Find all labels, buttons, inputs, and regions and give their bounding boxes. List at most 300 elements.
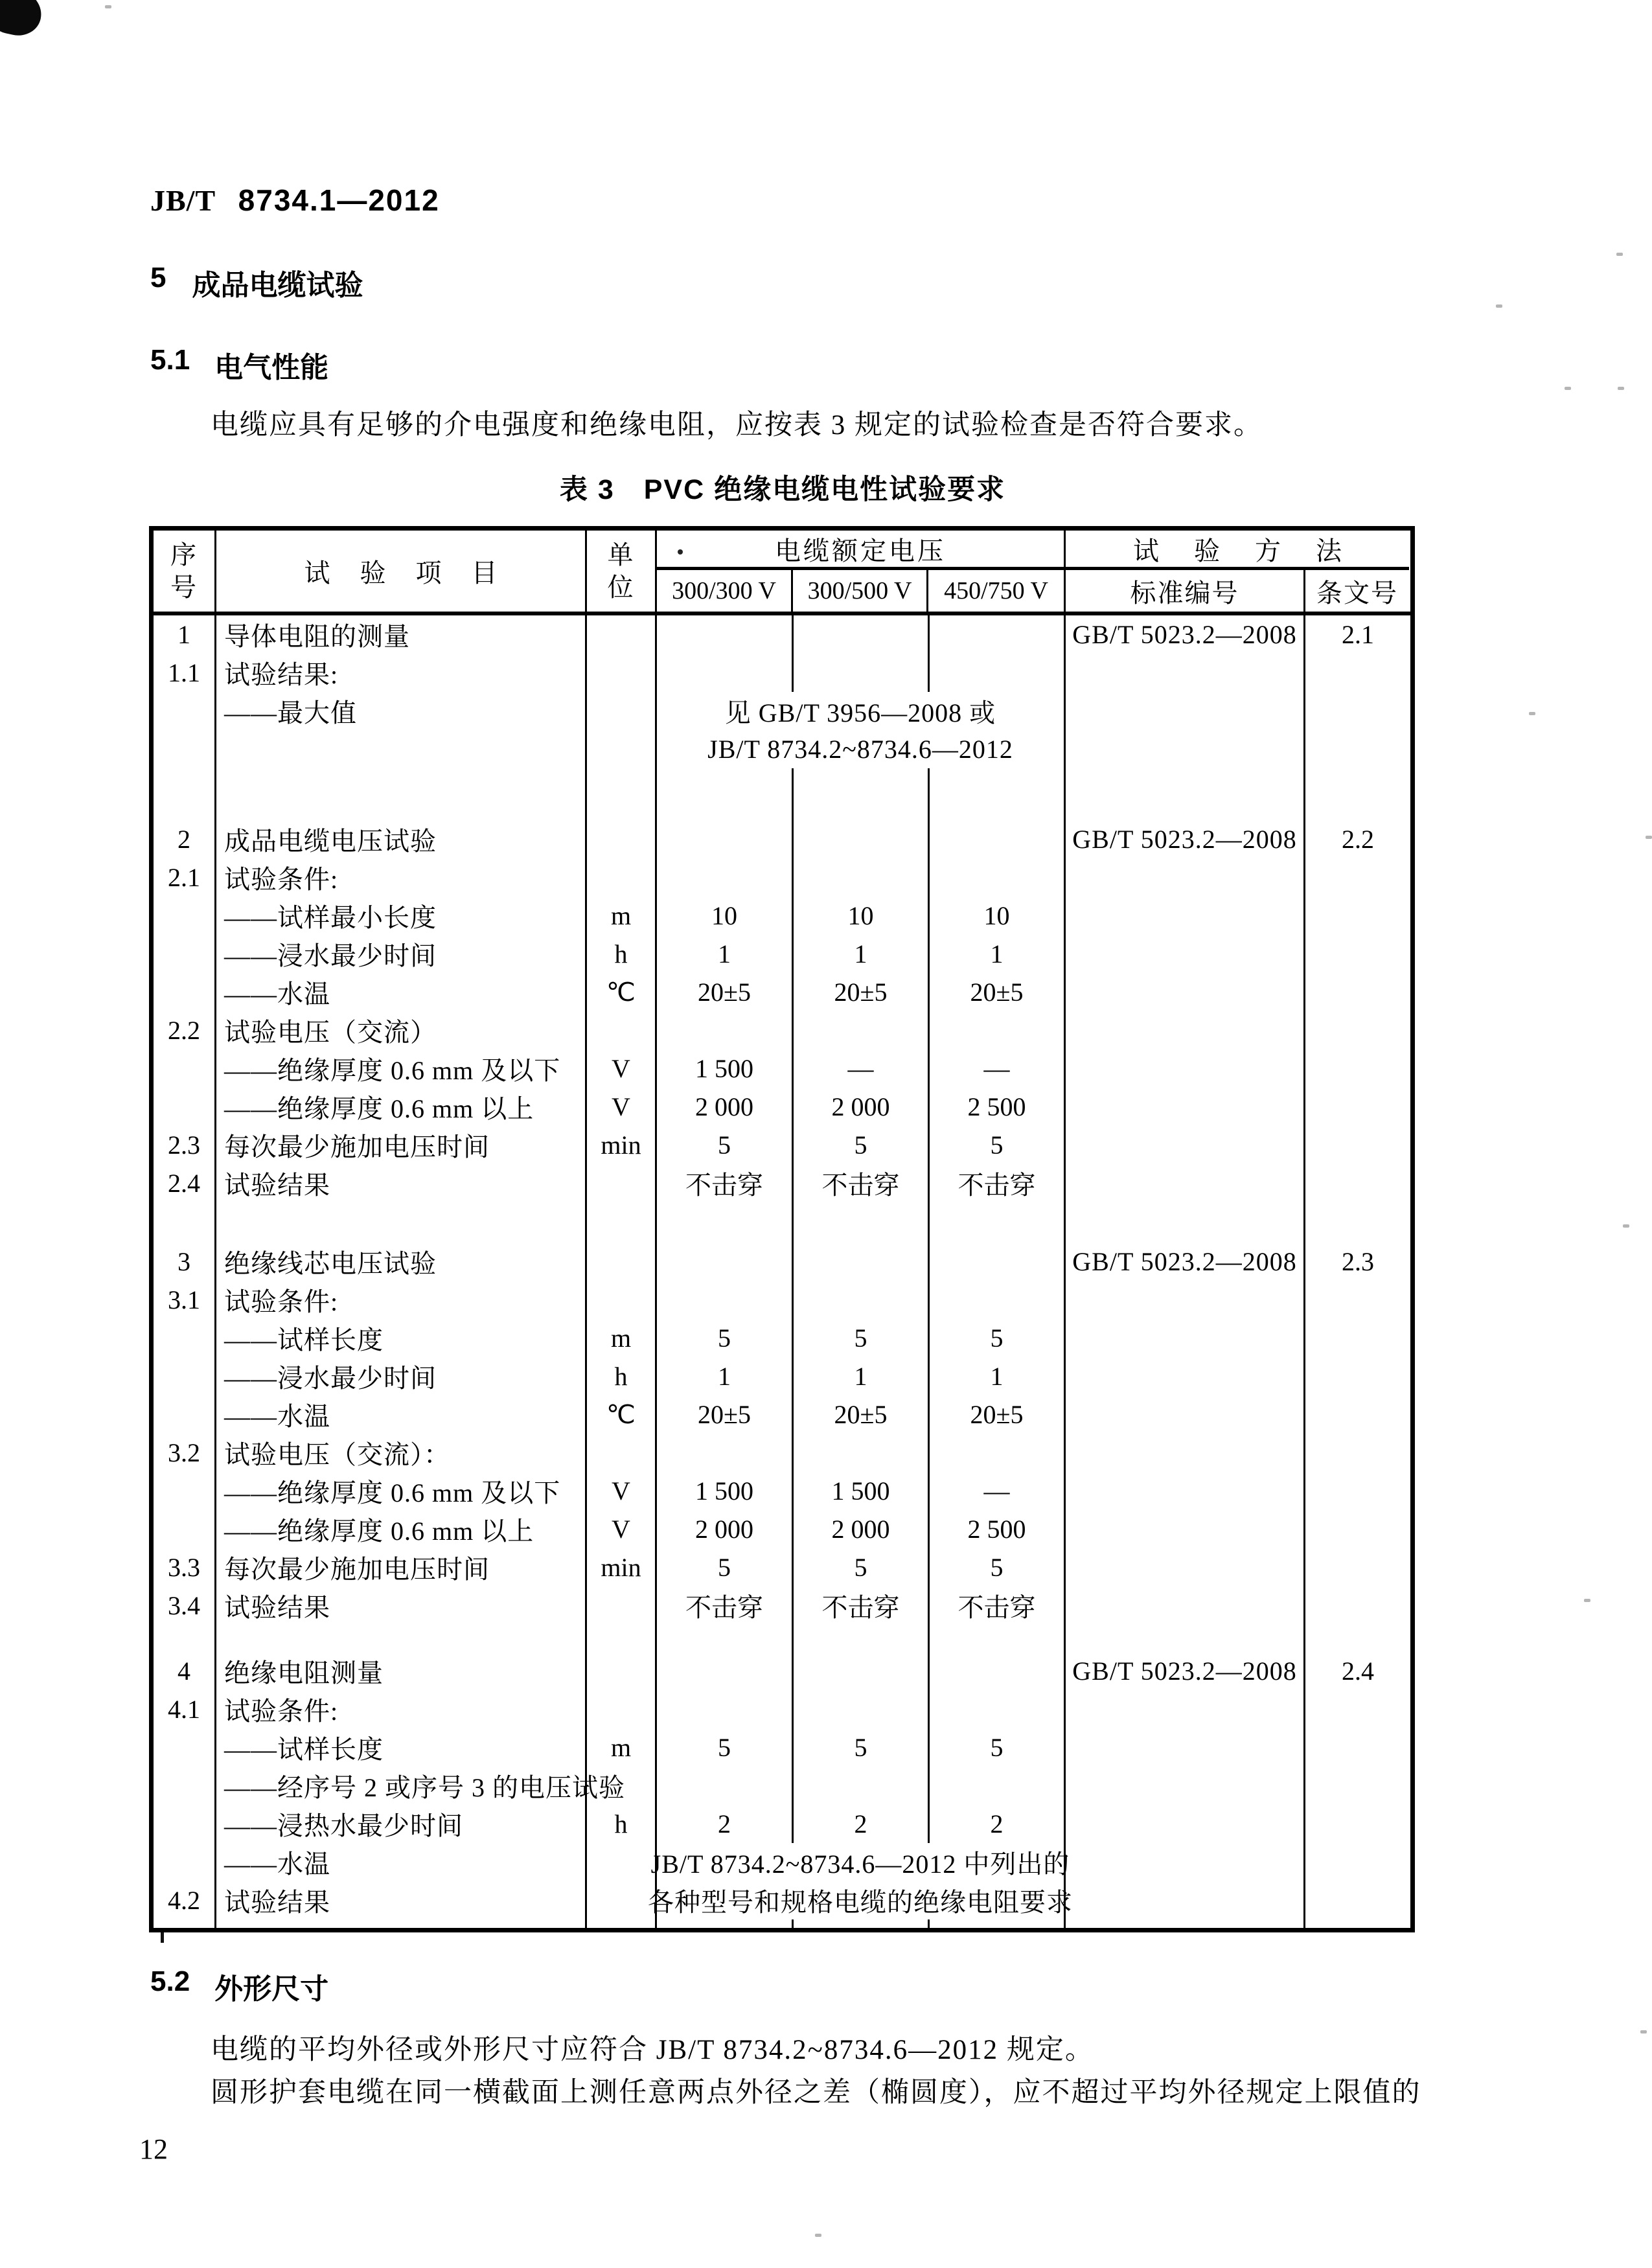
cell-v1: 2 000 [657, 1510, 794, 1548]
cell-item: ——最大值 [216, 692, 587, 730]
cell-clause [1305, 1881, 1410, 1919]
cell-standard [1066, 1164, 1305, 1202]
cell-v3: 不击穿 [930, 1164, 1066, 1202]
cell-unit [587, 1843, 657, 1881]
cell-standard [1066, 654, 1305, 692]
doc-number-prefix: JB/T [150, 184, 216, 217]
cell-standard: GB/T 5023.2—2008 [1066, 1243, 1305, 1281]
table-row [154, 935, 1410, 973]
header-seq-bottom: 号 [170, 572, 198, 602]
cell-v3: 10 [930, 897, 1066, 935]
cell-v2: — [794, 1049, 930, 1088]
cell-v3 [930, 1652, 1066, 1690]
table-title: 表 3 PVC 绝缘电缆电性试验要求 [559, 474, 1006, 505]
cell-v2: 不击穿 [794, 1586, 930, 1625]
cell-v1 [657, 654, 794, 692]
cell-item: ——绝缘厚度 0.6 mm 以上 [216, 1088, 587, 1126]
cell-item: ——水温 [216, 1843, 587, 1881]
table-row [154, 1652, 1410, 1690]
cell-v1: 5 [657, 1548, 794, 1586]
cell-no [154, 1767, 216, 1805]
cell-v2 [794, 615, 930, 654]
cell-v3 [930, 1281, 1066, 1319]
section-heading-5 [150, 262, 363, 303]
cell-clause [1305, 1472, 1410, 1510]
scan-speck [1640, 2030, 1647, 2033]
cell-item: 试验结果 [216, 1164, 587, 1202]
cell-v2 [794, 820, 930, 858]
cell-standard [1066, 1357, 1305, 1395]
cell-item: ——浸水最少时间 [216, 1357, 587, 1395]
table-row [154, 1049, 1410, 1088]
cell-clause [1305, 692, 1410, 730]
cell-v2: 20±5 [794, 1395, 930, 1434]
cell-v1: 10 [657, 897, 794, 935]
cell-v1: 20±5 [657, 1395, 794, 1434]
cell-standard [1066, 1395, 1305, 1434]
cell-clause [1305, 730, 1410, 768]
paragraph-intro: 电缆应具有足够的介电强度和绝缘电阻，应按表 3 规定的试验检查是否符合要求。 [211, 410, 1263, 441]
cell-v3 [930, 1434, 1066, 1472]
table-row [154, 1548, 1410, 1586]
cell-clause [1305, 1164, 1410, 1202]
cell-item: ——试样长度 [216, 1728, 587, 1767]
cell-standard [1066, 692, 1305, 730]
cell-standard [1066, 1548, 1305, 1586]
cell-no [154, 1728, 216, 1767]
table-body [154, 615, 1410, 1928]
cell-v3: 1 [930, 935, 1066, 973]
cell-item: ——试样长度 [216, 1319, 587, 1357]
table-row [154, 820, 1410, 858]
cell-v3 [930, 1243, 1066, 1281]
cell-unit [587, 820, 657, 858]
cell-clause [1305, 654, 1410, 692]
cell-standard [1066, 935, 1305, 973]
cell-unit [587, 1652, 657, 1690]
cell-no [154, 935, 216, 973]
cell-clause [1305, 1049, 1410, 1088]
cell-v3: 20±5 [930, 973, 1066, 1011]
header-standard: 标准编号 [1066, 570, 1305, 612]
cell-v2 [794, 1011, 930, 1049]
cell-v1 [657, 820, 794, 858]
cell-item: 试验结果: [216, 654, 587, 692]
scan-speck [1646, 836, 1652, 839]
cell-v2 [794, 1690, 930, 1728]
cell-v3: 5 [930, 1126, 1066, 1164]
cell-v2: 20±5 [794, 973, 930, 1011]
cell-v1 [657, 1434, 794, 1472]
cell-v3: — [930, 1472, 1066, 1510]
cell-v1 [657, 1243, 794, 1281]
table-row [154, 692, 1410, 730]
cell-clause [1305, 1843, 1410, 1881]
scan-speck [815, 2234, 821, 2237]
cell-no [154, 1510, 216, 1548]
scan-speck [1496, 304, 1502, 308]
table-row [154, 1586, 1410, 1625]
cell-standard [1066, 1281, 1305, 1319]
cell-v1 [657, 1690, 794, 1728]
cell-item: 每次最少施加电压时间 [216, 1126, 587, 1164]
cell-item: ——浸水最少时间 [216, 935, 587, 973]
cell-clause: 2.2 [1342, 825, 1374, 854]
paragraph-dimensions-2: 圆形护套电缆在同一横截面上测任意两点外径之差（椭圆度），应不超过平均外径规定上限值的 [211, 2078, 1421, 2108]
cell-standard [1066, 1434, 1305, 1472]
header-v300-500: 300/500 V [793, 570, 928, 612]
cell-standard [1066, 1690, 1305, 1728]
cell-v2: 5 [794, 1728, 930, 1767]
table-row [154, 1881, 1410, 1919]
cell-item: ——绝缘厚度 0.6 mm 以上 [216, 1510, 587, 1548]
table-row [154, 1690, 1410, 1728]
cell-no: 3.1 [154, 1281, 216, 1319]
cell-v3 [930, 654, 1066, 692]
table-spacer-row [154, 1202, 1410, 1243]
cell-v2 [794, 1434, 930, 1472]
cell-v2: 不击穿 [794, 1164, 930, 1202]
cell-v2 [794, 1281, 930, 1319]
cell-item: 试验结果 [216, 1586, 587, 1625]
cell-v3: 不击穿 [930, 1586, 1066, 1625]
page-number: 12 [139, 2133, 168, 2165]
cell-v3 [930, 858, 1066, 897]
cell-unit: m [587, 1319, 657, 1357]
cell-clause [1305, 1728, 1410, 1767]
cell-item: 试验电压（交流） [216, 1011, 587, 1049]
table-row [154, 1395, 1410, 1434]
cell-no: 2.1 [154, 858, 216, 897]
cell-no: 1 [154, 615, 216, 654]
cell-item: 试验结果 [216, 1881, 587, 1919]
table-row [154, 1472, 1410, 1510]
cell-no [154, 1805, 216, 1843]
cell-no: 3 [154, 1243, 216, 1281]
header-group-method [1066, 531, 1409, 612]
cell-v1 [657, 858, 794, 897]
cell-clause [1305, 1586, 1410, 1625]
cell-no: 4.2 [154, 1881, 216, 1919]
section-title: 电气性能 [214, 352, 329, 384]
cell-v3 [930, 615, 1066, 654]
cell-no [154, 1472, 216, 1510]
cell-item: 绝缘线芯电压试验 [216, 1243, 587, 1281]
cell-no [154, 730, 216, 768]
cell-standard [1066, 1843, 1305, 1881]
table-row [154, 897, 1410, 935]
cell-v3: 5 [930, 1728, 1066, 1767]
cell-v3: — [930, 1049, 1066, 1088]
table-row [154, 1319, 1410, 1357]
cell-unit [587, 730, 657, 768]
cell-unit: h [587, 1357, 657, 1395]
cell-v2: 1 500 [794, 1472, 930, 1510]
cell-standard [1066, 730, 1305, 768]
cell-unit [587, 654, 657, 692]
cell-v3 [930, 1767, 1066, 1805]
cell-item: 成品电缆电压试验 [216, 820, 587, 858]
cell-clause [1305, 858, 1410, 897]
header-group-voltage [657, 531, 1066, 612]
table-row [154, 1728, 1410, 1767]
cell-standard [1066, 1805, 1305, 1843]
cell-v1 [657, 1652, 794, 1690]
cell-unit: min [587, 1548, 657, 1586]
cell-item: ——绝缘厚度 0.6 mm 及以下 [216, 1049, 587, 1088]
section-title: 外形尺寸 [214, 1973, 329, 2005]
header-unit [587, 531, 657, 612]
cell-standard [1066, 1472, 1305, 1510]
cell-item: ——经序号 2 或序号 3 的电压试验 [216, 1767, 587, 1805]
cell-standard: GB/T 5023.2—2008 [1066, 1652, 1305, 1690]
cell-clause: 2.1 [1342, 620, 1374, 649]
cell-v3 [930, 820, 1066, 858]
cell-unit: h [587, 935, 657, 973]
table-row [154, 1088, 1410, 1126]
header-clause: 条文号 [1316, 578, 1398, 608]
cell-item: 试验条件: [216, 1281, 587, 1319]
data-table [149, 526, 1415, 1932]
header-seq [154, 531, 216, 612]
cell-unit: V [587, 1472, 657, 1510]
cell-no: 2.2 [154, 1011, 216, 1049]
table-spacer-row [154, 768, 1410, 820]
cell-v2 [794, 1652, 930, 1690]
cell-no: 3.2 [154, 1434, 216, 1472]
scan-speck [1584, 1599, 1590, 1602]
header-v300-300: 300/300 V [657, 570, 793, 612]
cell-unit [587, 1164, 657, 1202]
scan-speck [1565, 387, 1571, 390]
cell-v1: 1 500 [657, 1049, 794, 1088]
cell-item: ——水温 [216, 1395, 587, 1434]
cell-unit: m [587, 1728, 657, 1767]
scan-speck [105, 5, 111, 8]
cell-item: 导体电阻的测量 [216, 615, 587, 654]
cell-item: ——水温 [216, 973, 587, 1011]
cell-v2 [794, 1767, 930, 1805]
cell-merged-note: JB/T 8734.2~8734.6—2012 中列出的 [657, 1843, 1066, 1881]
cell-standard: GB/T 5023.2—2008 [1066, 820, 1305, 858]
cell-v1: 20±5 [657, 973, 794, 1011]
section-title: 成品电缆试验 [192, 269, 363, 301]
cell-unit [587, 858, 657, 897]
cell-unit [587, 615, 657, 654]
section-number: 5.2 [150, 1965, 190, 1997]
cell-v3: 2 [930, 1805, 1066, 1843]
cell-no [154, 1843, 216, 1881]
cell-v3: 2 500 [930, 1510, 1066, 1548]
header-seq-top: 序 [170, 540, 198, 569]
cell-no [154, 1088, 216, 1126]
cell-merged-note: 各种型号和规格电缆的绝缘电阻要求 [657, 1881, 1066, 1919]
section-heading-5-2 [150, 1965, 328, 2007]
cell-v2: 2 000 [794, 1088, 930, 1126]
cell-no [154, 973, 216, 1011]
cell-unit [587, 1690, 657, 1728]
cell-unit: ℃ [587, 973, 657, 1011]
cell-v2: 5 [794, 1126, 930, 1164]
cell-standard [1066, 1881, 1305, 1919]
table-row [154, 1126, 1410, 1164]
cell-clause [1305, 1126, 1410, 1164]
cell-unit [587, 1011, 657, 1049]
scan-speck [1529, 712, 1535, 715]
cell-clause [1305, 1357, 1410, 1395]
cell-unit [587, 1767, 657, 1805]
cell-no [154, 692, 216, 730]
cell-item: 绝缘电阻测量 [216, 1652, 587, 1690]
cell-unit [587, 1281, 657, 1319]
scan-speck [1623, 1224, 1629, 1228]
cell-standard [1066, 1319, 1305, 1357]
cell-v1: 1 [657, 935, 794, 973]
table-row [154, 973, 1410, 1011]
table-row [154, 615, 1410, 654]
cell-v2: 5 [794, 1319, 930, 1357]
cell-v3 [930, 1011, 1066, 1049]
cell-clause [1305, 1281, 1410, 1319]
scan-blob [0, 0, 45, 40]
cell-clause [1305, 1767, 1410, 1805]
cell-v1 [657, 615, 794, 654]
cell-clause [1305, 1510, 1410, 1548]
cell-unit: h [587, 1805, 657, 1843]
cell-clause [1305, 1011, 1410, 1049]
cell-merged-note: JB/T 8734.2~8734.6—2012 [657, 730, 1066, 768]
cell-v1: 2 [657, 1805, 794, 1843]
cell-standard [1066, 973, 1305, 1011]
cell-v1: 1 [657, 1357, 794, 1395]
cell-unit: V [587, 1088, 657, 1126]
cell-item: ——绝缘厚度 0.6 mm 及以下 [216, 1472, 587, 1510]
cell-unit: ℃ [587, 1395, 657, 1434]
cell-no: 3.3 [154, 1548, 216, 1586]
section-heading-5-1 [150, 344, 328, 385]
cell-v2: 5 [794, 1548, 930, 1586]
cell-standard [1066, 1088, 1305, 1126]
cell-v2 [794, 1243, 930, 1281]
cell-merged-note: 见 GB/T 3956—2008 或 [657, 692, 1066, 730]
cell-v2: 1 [794, 935, 930, 973]
cell-clause [1305, 897, 1410, 935]
cell-clause [1305, 1805, 1410, 1843]
cell-v1: 1 500 [657, 1472, 794, 1510]
table-row [154, 1510, 1410, 1548]
cell-standard [1066, 897, 1305, 935]
cell-clause [1305, 1434, 1410, 1472]
cell-v1 [657, 1281, 794, 1319]
cell-v2: 2 [794, 1805, 930, 1843]
cell-unit [587, 692, 657, 730]
cell-no: 2.4 [154, 1164, 216, 1202]
cell-no [154, 1049, 216, 1088]
table-row [154, 1805, 1410, 1843]
paragraph-dimensions-1: 电缆的平均外径或外形尺寸应符合 JB/T 8734.2~8734.6—2012 规定。 [211, 2035, 1094, 2065]
table-row [154, 1434, 1410, 1472]
cell-item: 试验条件: [216, 858, 587, 897]
cell-standard [1066, 1767, 1305, 1805]
table-row [154, 1843, 1410, 1881]
cell-v2: 2 000 [794, 1510, 930, 1548]
cell-standard [1066, 1126, 1305, 1164]
cell-clause: 2.4 [1342, 1656, 1374, 1686]
cell-v3: 20±5 [930, 1395, 1066, 1434]
cell-no [154, 1319, 216, 1357]
table-spacer-row [154, 1625, 1410, 1652]
cell-unit [587, 1586, 657, 1625]
cell-v1: 2 000 [657, 1088, 794, 1126]
cell-clause [1305, 1319, 1410, 1357]
cell-standard [1066, 1728, 1305, 1767]
section-number: 5.1 [150, 344, 190, 376]
table-row [154, 1767, 1410, 1805]
header-voltage-label: 电缆额定电压 [657, 531, 1064, 570]
cell-unit: m [587, 897, 657, 935]
cell-no: 2.3 [154, 1126, 216, 1164]
cell-standard [1066, 1586, 1305, 1625]
cell-v3: 2 500 [930, 1088, 1066, 1126]
cell-standard: GB/T 5023.2—2008 [1066, 615, 1305, 654]
header-unit-top: 单 [607, 540, 635, 569]
cell-item: 试验条件: [216, 1690, 587, 1728]
cell-unit: V [587, 1049, 657, 1088]
table-row [154, 654, 1410, 692]
cell-no: 4.1 [154, 1690, 216, 1728]
cell-v3: 5 [930, 1319, 1066, 1357]
cell-v3: 1 [930, 1357, 1066, 1395]
scan-speck [1616, 253, 1623, 256]
cell-clause [1305, 1088, 1410, 1126]
header-method-label: 试 验 方 法 [1066, 531, 1409, 570]
scan-speck [1618, 387, 1624, 390]
table-row [154, 1357, 1410, 1395]
cell-v1: 不击穿 [657, 1586, 794, 1625]
table-row [154, 1281, 1410, 1319]
table-row [154, 858, 1410, 897]
cell-v1: 5 [657, 1319, 794, 1357]
cell-v2 [794, 858, 930, 897]
cell-unit: V [587, 1510, 657, 1548]
cell-v2: 10 [794, 897, 930, 935]
cell-v1: 5 [657, 1728, 794, 1767]
cell-no: 2 [154, 820, 216, 858]
cell-no [154, 1357, 216, 1395]
table-row [154, 1011, 1410, 1049]
cell-clause [1305, 935, 1410, 973]
doc-number [150, 183, 440, 218]
cell-clause: 2.3 [1342, 1247, 1374, 1276]
header-item: 试 验 项 目 [216, 531, 587, 612]
scan-tick [161, 1932, 164, 1943]
cell-v2: 1 [794, 1357, 930, 1395]
cell-item: 每次最少施加电压时间 [216, 1548, 587, 1586]
cell-no [154, 897, 216, 935]
cell-no: 3.4 [154, 1586, 216, 1625]
table-header [154, 531, 1410, 615]
table-row [154, 730, 1410, 768]
cell-unit [587, 1881, 657, 1919]
cell-clause [1305, 1548, 1410, 1586]
cell-v2 [794, 654, 930, 692]
cell-standard [1066, 1049, 1305, 1088]
table-row [154, 1164, 1410, 1202]
cell-unit: min [587, 1126, 657, 1164]
cell-clause [1305, 973, 1410, 1011]
cell-v3 [930, 1690, 1066, 1728]
cell-standard [1066, 1510, 1305, 1548]
